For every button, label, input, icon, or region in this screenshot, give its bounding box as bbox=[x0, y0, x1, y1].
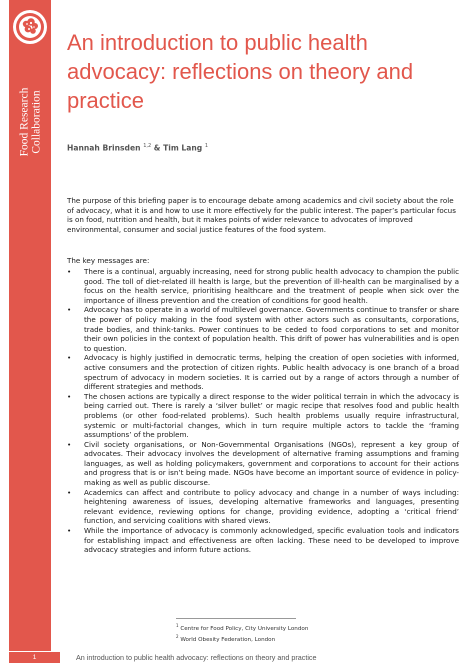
list-item-text: Advocacy has to operate in a world of multilevel governance. Governments continue to transfer or share the power of policy making in the food system with other actors such as consultants, corporations, trade bodies, and think-tanks. Power continues to be ceded to food corporations to set and monitor their own policies in the context of population health. This drift of power has vulnerabilities and is open to question. bbox=[84, 305, 459, 353]
footnote-text: World Obesity Federation, London bbox=[180, 636, 276, 643]
list-item-text: Academics can affect and contribute to policy advocacy and change in a number of ways including: heightening awareness of issues, developing alternative frameworks and languages, presenting relevant evidence, reviewing options for change, providing evidence, adopting a ‘critical friend’ function, and servicing coalitions with shared views. bbox=[84, 487, 459, 526]
author-line bbox=[67, 143, 208, 153]
author-name: Hannah Brinsden bbox=[67, 143, 141, 153]
footnote-divider bbox=[176, 618, 296, 619]
list-item-text: While the importance of advocacy is commonly acknowledged, specific evaluation tools and indicators for establishing impact and effectiveness are often lacking. These need to be developed to improve advocacy strategies and inform future actions. bbox=[84, 526, 459, 555]
list-item-text: The chosen actions are typically a direct response to the wider political terrain in which the advocacy is being carried out. There is rarely a ‘silver bullet’ or magic recipe that resolves food and public health problems (or other food-related problems). Such health problems usually require infrastructural, systemic or multi-factorial changes, which in turn require multiple actors to tackle the ‘framing assumptions’ of the problem. bbox=[84, 391, 459, 440]
page-footer bbox=[0, 651, 474, 664]
footnotes bbox=[176, 622, 416, 644]
footnote-number: 2 bbox=[176, 633, 179, 639]
org-name bbox=[12, 52, 48, 192]
page-number: 1 bbox=[9, 652, 60, 663]
list-item bbox=[67, 526, 459, 555]
footnote bbox=[176, 633, 416, 644]
list-item-text: Advocacy is highly justified in democratic terms, helping the creation of open societies with informed, active consumers and the protection of citizen rights. Public health advocacy is one branch of a broad spectrum of advocacy in modern societies. It is carried out by a range of actors through a number of different strategies and methods. bbox=[84, 353, 459, 392]
org-name-line-1: Food Research bbox=[18, 87, 31, 157]
bullet-icon: • bbox=[67, 305, 72, 315]
footnote-text: Centre for Food Policy, City University London bbox=[180, 625, 309, 632]
bullet-icon: • bbox=[67, 487, 72, 497]
list-item bbox=[67, 392, 459, 440]
running-title: An introduction to public health advocacy: reflections on theory and practice bbox=[76, 653, 317, 662]
author-affiliation-mark: 1 bbox=[204, 143, 209, 149]
org-name-line-2: Collaboration bbox=[30, 90, 43, 154]
author-name: Tim Lang bbox=[163, 143, 203, 153]
list-item bbox=[67, 488, 459, 526]
bullet-icon: • bbox=[67, 391, 72, 401]
footnote bbox=[176, 622, 416, 633]
intro-paragraph: The purpose of this briefing paper is to encourage debate among academics and civil society about the role of advocacy, what it is and how to use it more effectively for the public interest. The paper’s particular focus is on food, nutrition and health, but it makes points of wider relevance to advocates of improved environmental, consumer and social justice features of the food system. bbox=[67, 196, 456, 234]
list-item bbox=[67, 267, 459, 305]
cloud-seal-logo-icon bbox=[13, 10, 47, 44]
list-item-text: Civil society organisations, or Non-Governmental Organisations (NGOs), represent a key group of advocates. Their advocacy involves the development of alternative framing assumptions and framing languages, as well as holding policymakers, government and corporations to account for their actions and progress that is or isn’t being made. NGOs have become an important source of evidence in policy-making as well as public discourse. bbox=[84, 439, 459, 488]
key-messages-list bbox=[67, 267, 459, 555]
bullet-icon: • bbox=[67, 267, 72, 276]
list-item-text: There is a continual, arguably increasing, need for strong public health advocacy to champion the public good. The toll of diet-related ill health is large, but the prevention of ill-health can be marginalised by a focus on the health service, prioritising healthcare and the treatment of people when sick over the importance of illness prevention and the creation of conditions for good health. bbox=[84, 267, 459, 305]
list-item bbox=[67, 440, 459, 488]
author-joiner: & bbox=[151, 143, 164, 153]
key-messages-heading: The key messages are: bbox=[67, 256, 150, 265]
list-item bbox=[67, 305, 459, 353]
document-title: An introduction to public health advocacy: reflections on theory and practice bbox=[67, 30, 414, 113]
author-affiliation-mark: 1,2 bbox=[143, 143, 152, 149]
brand-sidebar bbox=[9, 0, 51, 651]
bullet-icon: • bbox=[67, 526, 72, 536]
footnote-number: 1 bbox=[176, 623, 179, 628]
bullet-icon: • bbox=[67, 439, 72, 449]
bullet-icon: • bbox=[67, 353, 72, 363]
list-item bbox=[67, 353, 459, 391]
